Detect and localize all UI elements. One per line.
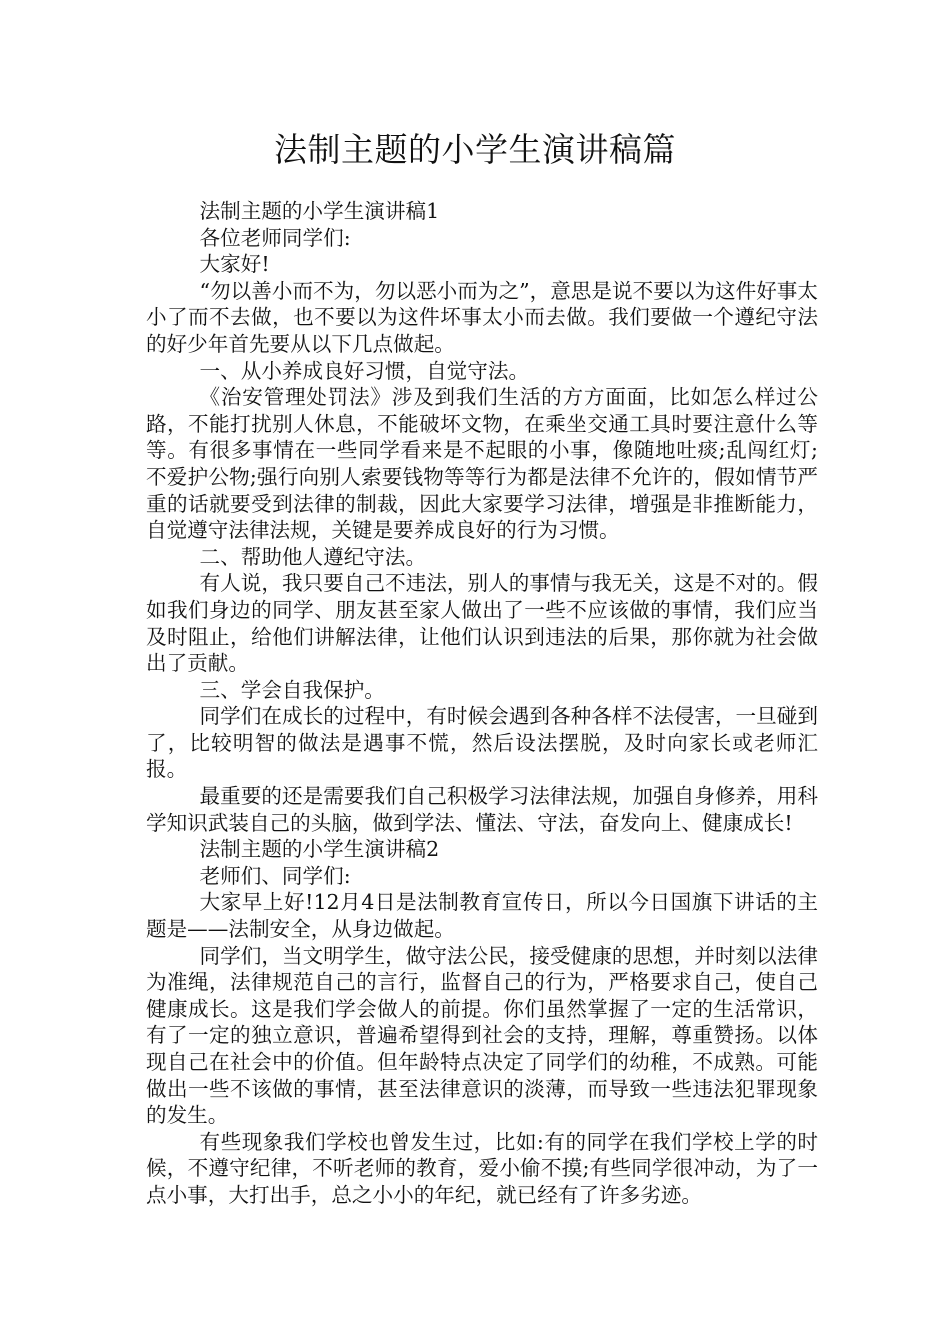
paragraph: 同学们，当文明学生，做守法公民，接受健康的思想，并时刻以法律为准绳，法律规范自己的言行，监督自己的行为，严格要求自己，使自己健康成长。这是我们学会做人的前提。你们虽然掌握了一定的生活常识，有了一定的独立意识，普遍希望得到社会的支持，理解，尊重赞扬。以体现自己在社会中的价值。但年龄特点决定了同学们的幼稚，不成熟。可能做出一些不该做的事情，甚至法律意识的淡薄，而导致一些违法犯罪现象的发生。 [146, 943, 818, 1128]
salutation: 老师们、同学们: [199, 863, 351, 888]
paragraph: 《治安管理处罚法》涉及到我们生活的方方面面，比如怎么样过公路，不能打扰别人休息，不能破坏文物，在乘坐交通工具时要注意什么等等。有很多事情在一些同学看来是不起眼的小事，像随地吐痰;乱闯红灯;不爱护公物;强行向别人索要钱物等等行为都是法律不允许的，假如情节严重的话就要受到法律的制裁，因此大家要学习法律，增强是非推断能力，自觉遵守法律法规，关键是要养成良好的行为习惯。 [146, 385, 818, 543]
paragraph: 有人说，我只要自己不违法，别人的事情与我无关，这是不对的。假如我们身边的同学、朋友甚至家人做出了一些不应该做的事情，我们应当及时阻止，给他们讲解法律，让他们认识到违法的后果，那你就为社会做出了贡献。 [146, 571, 818, 676]
section-heading: 二、帮助他人遵纪守法。 [199, 544, 427, 569]
document-title: 法制主题的小学生演讲稿篇 [274, 130, 676, 169]
section-heading: 一、从小养成良好习惯，自觉守法。 [199, 358, 530, 383]
salutation: 各位老师同学们: [199, 225, 351, 250]
paragraph: 大家早上好!12月4日是法制教育宣传日，所以今日国旗下讲话的主题是——法制安全，从身边做起。 [146, 890, 818, 942]
section-heading: 三、学会自我保护。 [199, 677, 385, 702]
speech-heading-2: 法制主题的小学生演讲稿2 [199, 837, 440, 862]
speech-heading-1: 法制主题的小学生演讲稿1 [199, 199, 440, 223]
greeting: 大家好! [199, 252, 270, 277]
paragraph: 有些现象我们学校也曾发生过，比如:有的同学在我们学校上学的时候，不遵守纪律，不听老师的教育，爱小偷不摸;有些同学很冲动，为了一点小事，大打出手，总之小小的年纪，就已经有了许多劣迹。 [146, 1129, 818, 1207]
paragraph: 同学们在成长的过程中，有时候会遇到各种各样不法侵害，一旦碰到了，比较明智的做法是遇事不慌，然后设法摆脱，及时向家长或老师汇报。 [146, 704, 818, 782]
document-body [146, 198, 818, 1209]
paragraph: “勿以善小而不为，勿以恶小而为之”，意思是说不要以为这件好事太小了而不去做，也不要以为这件坏事太小而去做。我们要做一个遵纪守法的好少年首先要从以下几点做起。 [146, 278, 818, 356]
paragraph: 最重要的还是需要我们自己积极学习法律法规，加强自身修养，用科学知识武装自己的头脑，做到学法、懂法、守法，奋发向上、健康成长! [146, 784, 818, 835]
